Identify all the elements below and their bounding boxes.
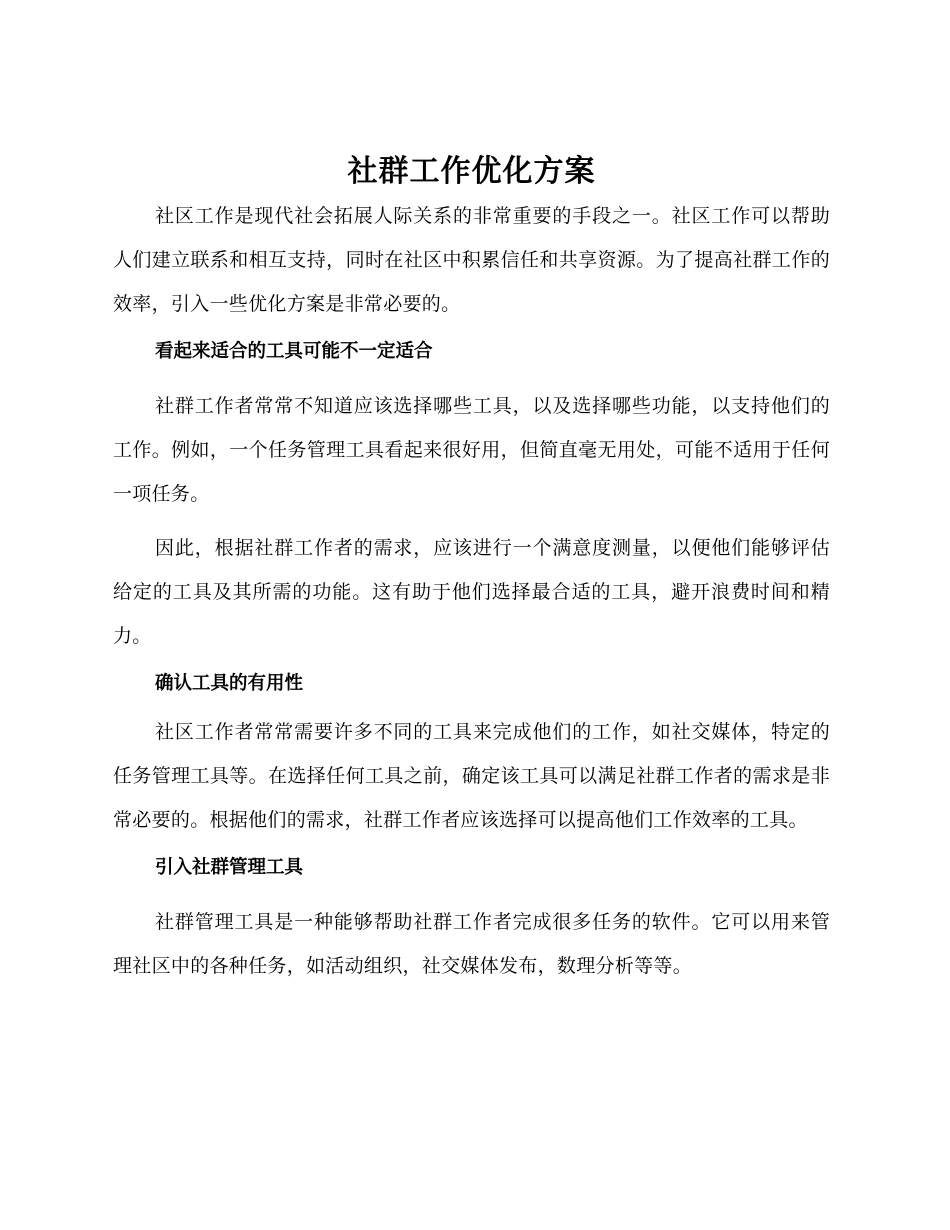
document-title: 社群工作优化方案 [347, 154, 596, 189]
paragraph: 社区工作者常常需要许多不同的工具来完成他们的工作，如社交媒体，特定的任务管理工具等。在选择任何工具之前，确定该工具可以满足社群工作者的需求是非常必要的。根据他们的需求，社群工作者应该选择可以提高他们工作效率的工具。 [113, 721, 830, 831]
paragraph: 社群管理工具是一种能够帮助社群工作者完成很多任务的软件。它可以用来管理社区中的各种任务，如活动组织，社交媒体发布，数理分析等等。 [113, 911, 830, 977]
paragraph: 因此，根据社群工作者的需求，应该进行一个满意度测量，以便他们能够评估给定的工具及其所需的功能。这有助于他们选择最合适的工具，避开浪费时间和精力。 [113, 537, 830, 647]
section-heading-tool-usefulness: 确认工具的有用性 [155, 673, 304, 694]
intro-paragraph: 社区工作是现代社会拓展人际关系的非常重要的手段之一。社区工作可以帮助人们建立联系和相互支持，同时在社区中积累信任和共享资源。为了提高社群工作的效率，引入一些优化方案是非常必要的。 [113, 205, 830, 315]
paragraph: 社群工作者常常不知道应该选择哪些工具，以及选择哪些功能，以支持他们的工作。例如，一个任务管理工具看起来很好用，但简直毫无用处，可能不适用于任何一项任务。 [113, 395, 830, 505]
section-heading-tools-fit: 看起来适合的工具可能不一定适合 [155, 341, 433, 362]
section-heading-community-tools: 引入社群管理工具 [155, 857, 304, 878]
